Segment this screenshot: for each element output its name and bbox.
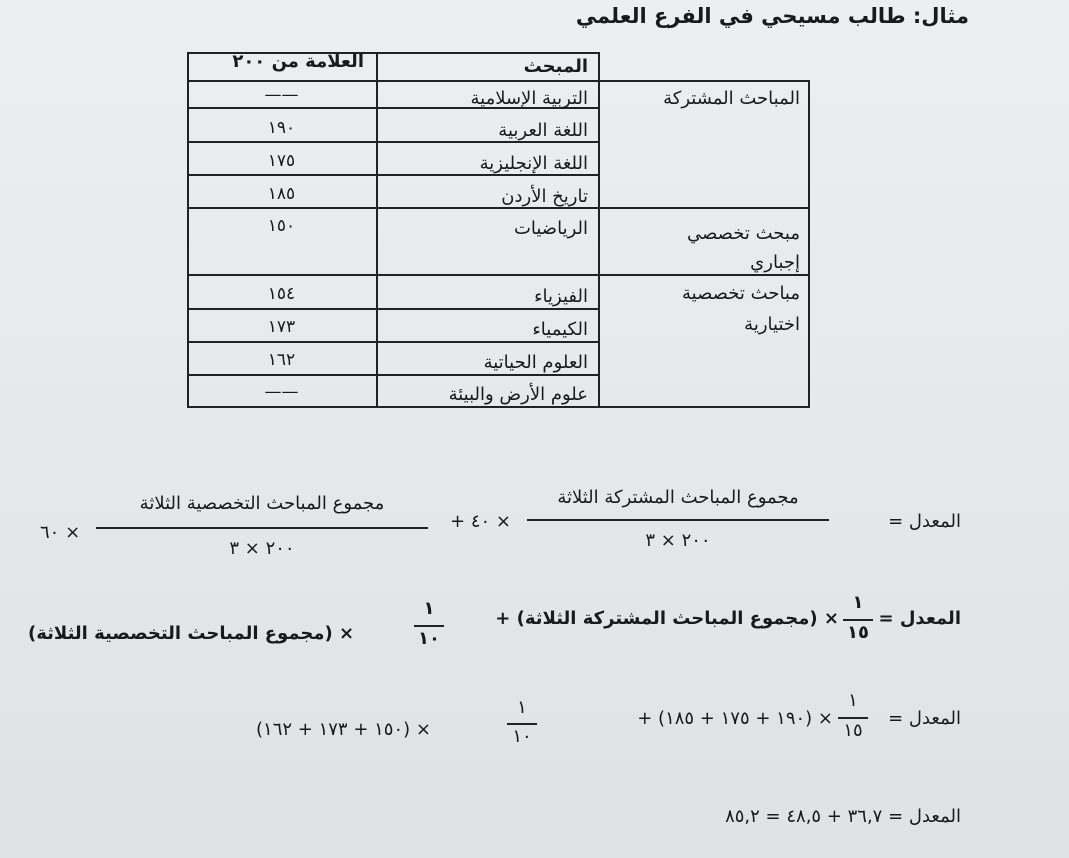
fraction-denominator: ٢٠٠ × ٣ bbox=[229, 538, 295, 559]
row-line bbox=[187, 308, 600, 310]
row-line bbox=[187, 141, 600, 143]
group-line bbox=[187, 207, 810, 209]
fraction-denominator: ١٠ bbox=[418, 628, 440, 649]
fraction-bar bbox=[843, 619, 873, 621]
fraction-bar bbox=[507, 723, 537, 725]
fraction-denominator: ١٥ bbox=[843, 720, 863, 741]
formula-lhs: المعدل = bbox=[888, 511, 961, 532]
mark-cell: ١٥٤ bbox=[267, 284, 296, 304]
row-line bbox=[187, 374, 600, 376]
subject-cell: العلوم الحياتية bbox=[483, 352, 588, 373]
header-subject: المبحث bbox=[523, 56, 588, 77]
group-label: مباحث تخصصية bbox=[681, 283, 800, 304]
mark-cell: —— bbox=[264, 382, 299, 402]
table-divider bbox=[598, 52, 600, 408]
formula-4: المعدل = ٣٦,٧ + ٤٨,٥ = ٨٥,٢ bbox=[725, 806, 961, 827]
subject-cell: تاريخ الأردن bbox=[501, 186, 588, 207]
mark-cell: ١٥٠ bbox=[267, 216, 296, 236]
table-border bbox=[808, 80, 810, 408]
subject-cell: الفيزياء bbox=[534, 286, 588, 307]
group-label: إجباري bbox=[750, 252, 800, 273]
fraction-bar bbox=[96, 527, 428, 529]
page-title: مثال: طالب مسيحي في الفرع العلمي bbox=[575, 4, 969, 28]
multiplier: × ٤٠ + bbox=[450, 511, 511, 532]
fraction-denominator: ١٥ bbox=[847, 622, 869, 643]
subject-cell: اللغة العربية bbox=[498, 120, 588, 141]
fraction-numerator: ١ bbox=[423, 598, 435, 619]
subject-cell: التربية الإسلامية bbox=[470, 88, 588, 109]
formula-lhs: المعدل = bbox=[878, 608, 961, 629]
mark-cell: ١٧٣ bbox=[267, 317, 296, 337]
group-label: اختيارية bbox=[744, 314, 800, 335]
group-label: المباحث المشتركة bbox=[663, 88, 800, 109]
formula-term: × (١٥٠ + ١٧٣ + ١٦٢) bbox=[256, 719, 431, 740]
table-border bbox=[187, 406, 810, 408]
table-border bbox=[187, 80, 810, 82]
fraction-bar bbox=[838, 717, 868, 719]
subject-cell: الرياضيات bbox=[513, 218, 588, 239]
row-line bbox=[187, 174, 600, 176]
multiplier: × ٦٠ bbox=[40, 522, 81, 543]
group-line bbox=[187, 274, 810, 276]
mark-cell: ١٨٥ bbox=[267, 184, 296, 204]
fraction-numerator: ١ bbox=[848, 690, 858, 711]
mark-cell: ١٩٠ bbox=[267, 118, 296, 138]
formula-lhs: المعدل = bbox=[888, 708, 961, 729]
formula-term: × (١٩٠ + ١٧٥ + ١٨٥) + bbox=[637, 708, 833, 729]
fraction-numerator: ١ bbox=[852, 592, 864, 613]
subject-cell: اللغة الإنجليزية bbox=[479, 153, 588, 174]
mark-cell: ١٦٢ bbox=[267, 350, 296, 370]
mark-cell: ١٧٥ bbox=[267, 151, 296, 171]
fraction-numerator: مجموع المباحث التخصصية الثلاثة bbox=[139, 493, 385, 514]
row-line bbox=[187, 341, 600, 343]
mark-cell: —— bbox=[264, 85, 299, 105]
grades-table bbox=[187, 40, 810, 408]
formula-term: × (مجموع المباحث المشتركة الثلاثة) + bbox=[495, 608, 839, 629]
group-label: مبحث تخصصي bbox=[687, 223, 800, 244]
fraction-bar bbox=[527, 519, 829, 521]
fraction-denominator: ٢٠٠ × ٣ bbox=[645, 530, 711, 551]
subject-cell: علوم الأرض والبيئة bbox=[448, 384, 588, 405]
formula-term: × (مجموع المباحث التخصصية الثلاثة) bbox=[28, 623, 355, 644]
header-mark: العلامة من ٢٠٠ bbox=[232, 51, 364, 72]
subject-cell: الكيمياء bbox=[532, 319, 588, 340]
fraction-denominator: ١٠ bbox=[512, 726, 532, 747]
fraction-numerator: مجموع المباحث المشتركة الثلاثة bbox=[557, 487, 799, 508]
table-divider bbox=[376, 52, 378, 408]
fraction-numerator: ١ bbox=[517, 697, 527, 718]
fraction-bar bbox=[414, 625, 444, 627]
